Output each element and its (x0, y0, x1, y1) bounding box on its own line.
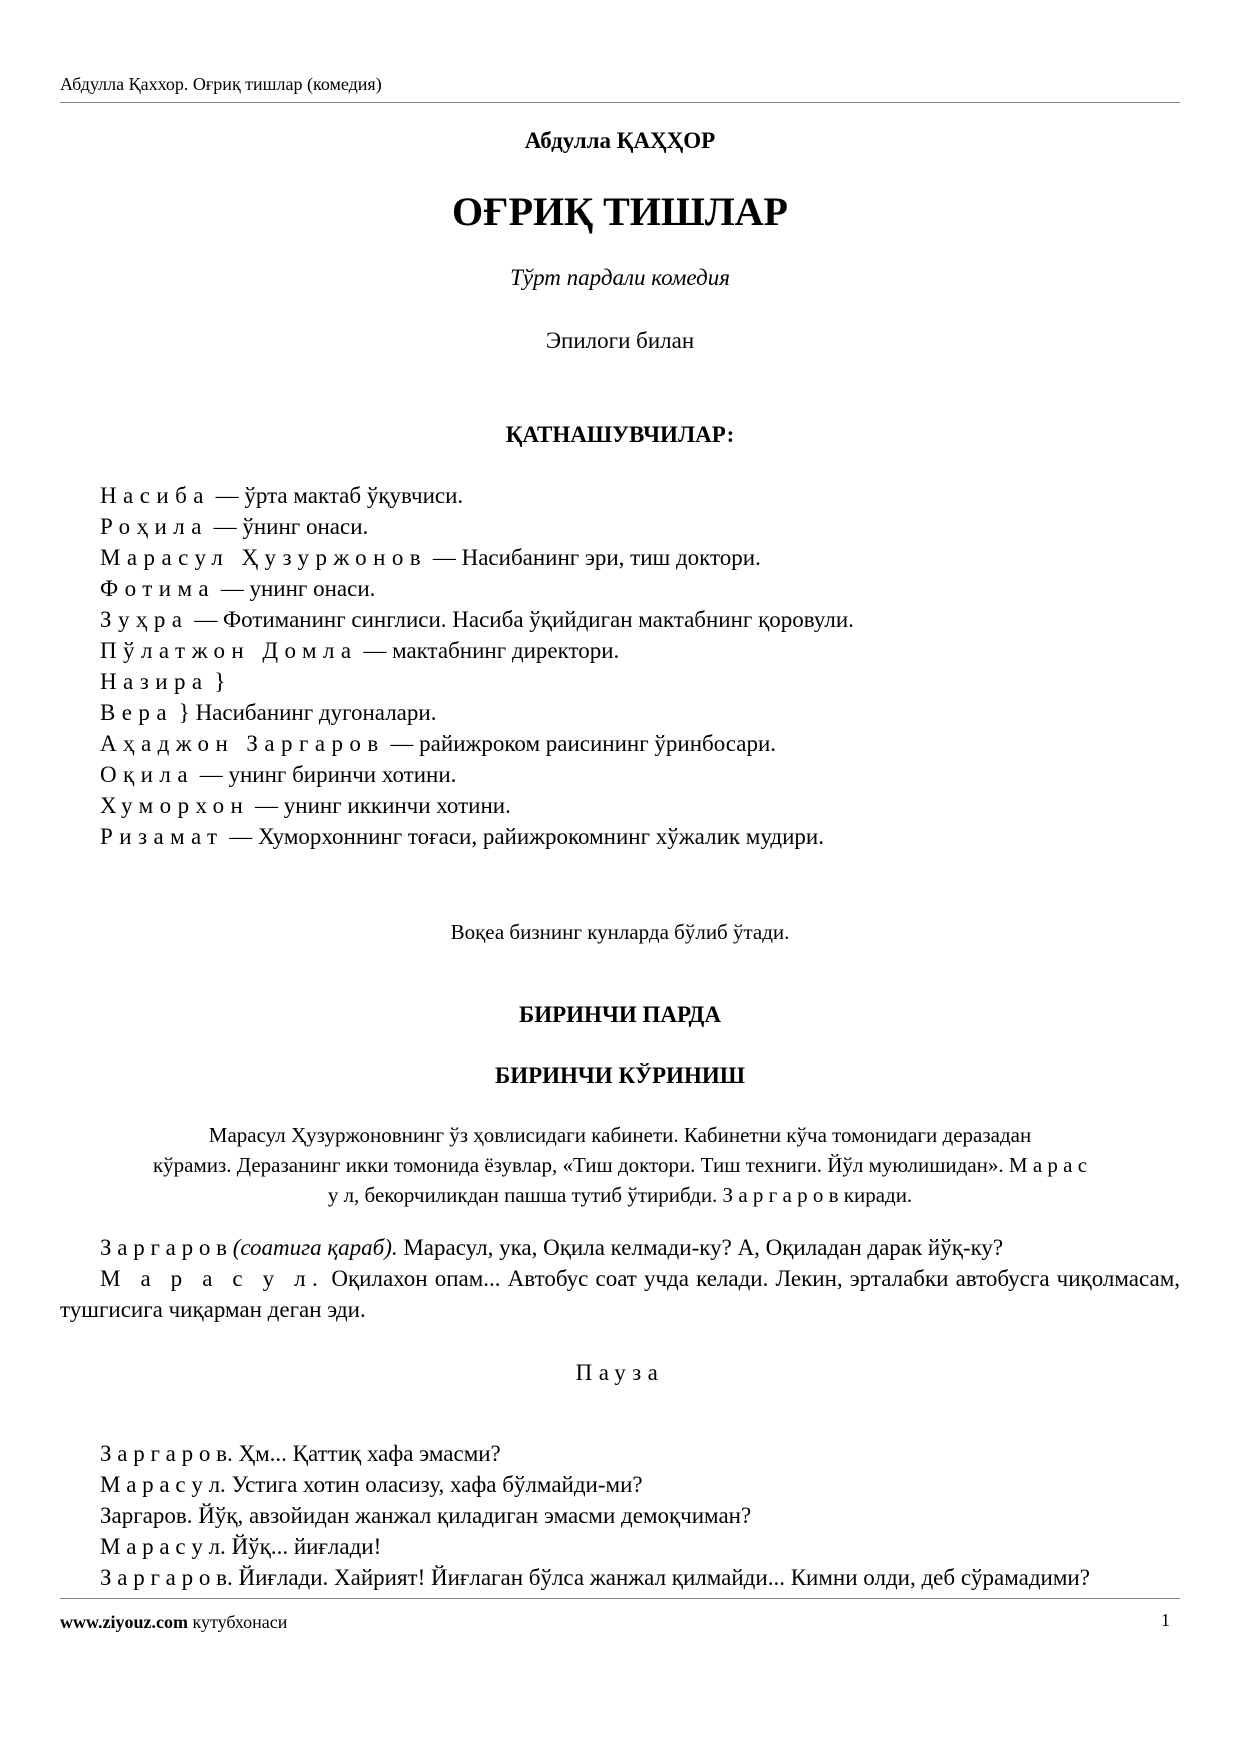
dialogue-line (60, 1562, 1180, 1593)
play-subtitle: Тўрт пардали комедия (510, 265, 730, 290)
cast-item (100, 790, 854, 821)
cast-name: Вера (100, 700, 174, 725)
cast-description: — ўнинг онаси. (207, 514, 369, 539)
play-title: ОҒРИҚ ТИШЛАР (452, 189, 788, 234)
dialogue-block (60, 1438, 1180, 1593)
dialogue-text: Устига хотин оласизу, хафа бўлмайди-ми? (225, 1472, 643, 1497)
dialogue-line (60, 1232, 1180, 1263)
dialogue-line (60, 1500, 1180, 1531)
cast-description: — мактабнинг директори. (357, 638, 620, 663)
cast-description: — унинг биринчи хотини. (193, 762, 457, 787)
running-header: Абдулла Қаххор. Оғриқ тишлар (комедия) (60, 74, 382, 94)
cast-item (100, 759, 854, 790)
dialogue-block (60, 1232, 1180, 1325)
cast-item (100, 480, 854, 511)
cast-item (100, 821, 854, 852)
cast-description: — Насибанинг эри, тиш доктори. (427, 545, 761, 570)
dialogue-line (60, 1469, 1180, 1500)
dialogue-text: Оқилахон опам... Автобус соат учда келади. Лекин, эрталабки автобусга чиқолмасам, тушгисига чиқарман деган эди. (60, 1266, 1180, 1322)
dialogue-line (60, 1263, 1180, 1325)
cast-item (100, 635, 854, 666)
cast-description: — унинг иккинчи хотини. (249, 793, 511, 818)
pause-direction: Пауза (575, 1360, 665, 1385)
cast-name: Хуморхон (100, 793, 250, 818)
cast-name: Назира (100, 669, 209, 694)
cast-description: — Фотиманинг синглиси. Насиба ўқийдиган мактабнинг қоровули. (188, 607, 854, 632)
footer-rule (60, 1598, 1180, 1599)
cast-heading: ҚАТНАШУВЧИЛАР: (505, 422, 735, 447)
cast-name: Аҳаджон Заргаров (100, 731, 385, 756)
speaker-name: М а р а с у л. (100, 1472, 226, 1497)
cast-description: — Хуморхоннинг тоғаси, райижрокомнинг хўжалик мудири. (223, 824, 824, 849)
cast-name: Роҳила (100, 514, 208, 539)
page-number: 1 (1161, 1610, 1170, 1630)
cast-item (100, 511, 854, 542)
cast-name: Зуҳра (100, 607, 189, 632)
dialogue-text: Йиғлади. Хайрият! Йиғлаган бўлса жанжал қилмайди... Кимни олди, деб сўрамадими? (232, 1565, 1090, 1590)
speaker-name: З а р г а р о в (100, 1235, 227, 1260)
cast-item (100, 697, 854, 728)
cast-name: Фотима (100, 576, 215, 601)
cast-item (100, 666, 854, 697)
speaker-name: З а р г а р о в. (100, 1441, 233, 1466)
cast-name: Оқила (100, 762, 194, 787)
stage-direction (60, 1120, 1180, 1210)
cast-description: — райижроком раисининг ўринбосари. (384, 731, 777, 756)
stage-remark: (соатига қараб). (232, 1235, 398, 1260)
stage-direction-line: у л, бекорчиликдан пашша тутиб ўтирибди. З а р г а р о в киради. (327, 1183, 913, 1207)
footer (60, 1612, 287, 1633)
header-rule (60, 102, 1180, 103)
footer-site-link[interactable]: www.ziyouz.com (60, 1612, 188, 1632)
dialogue-text: Ҳм... Қаттиқ хафа эмасми? (232, 1441, 501, 1466)
footer-library-label: кутубхонаси (187, 1612, 288, 1632)
dialogue-text: Йўқ, авзойидан жанжал қиладиган эмасми демоқчиман? (192, 1503, 752, 1528)
dialogue-text: Марасул, ука, Оқила келмади-ку? А, Оқиладан дарак йўқ-ку? (397, 1235, 1004, 1260)
dialogue-line (60, 1438, 1180, 1469)
speaker-name: М а р а с у л. (100, 1266, 325, 1291)
dialogue-line (60, 1531, 1180, 1562)
cast-item (100, 573, 854, 604)
epilogue-note: Эпилоги билан (545, 328, 695, 353)
cast-name: Ризамат (100, 824, 224, 849)
cast-description: } Насибанинг дугоналари. (173, 700, 437, 725)
cast-item (100, 542, 854, 573)
cast-name: Насиба (100, 483, 210, 508)
setting-note: Воқеа бизнинг кунларда бўлиб ўтади. (450, 920, 790, 944)
speaker-name: З а р г а р о в. (100, 1565, 233, 1590)
dialogue-text: Йўқ... йиғлади! (225, 1534, 382, 1559)
scene-heading: БИРИНЧИ КЎРИНИШ (495, 1063, 745, 1088)
speaker-name: Заргаров. (100, 1503, 193, 1528)
cast-list (100, 480, 854, 852)
cast-name: Пўлатжон Домла (100, 638, 358, 663)
cast-description: — унинг онаси. (214, 576, 376, 601)
speaker-name: М а р а с у л. (100, 1534, 226, 1559)
cast-description: — ўрта мактаб ўқувчиси. (209, 483, 464, 508)
cast-item (100, 604, 854, 635)
stage-direction-line: кўрамиз. Деразанинг икки томонида ёзувлар, «Тиш доктори. Тиш техниги. Йўл муюлишидан». М а р а с (152, 1153, 1088, 1177)
act-heading: БИРИНЧИ ПАРДА (519, 1002, 721, 1027)
cast-item (100, 728, 854, 759)
cast-name: Марасул Ҳузуржонов (100, 545, 428, 570)
stage-direction-line: Марасул Ҳузуржоновнинг ўз ҳовлисидаги кабинети. Кабинетни кўча томонидаги деразадан (208, 1123, 1032, 1147)
cast-description: } (208, 669, 226, 694)
author-name: Абдулла ҚАҲҲОР (524, 128, 716, 153)
